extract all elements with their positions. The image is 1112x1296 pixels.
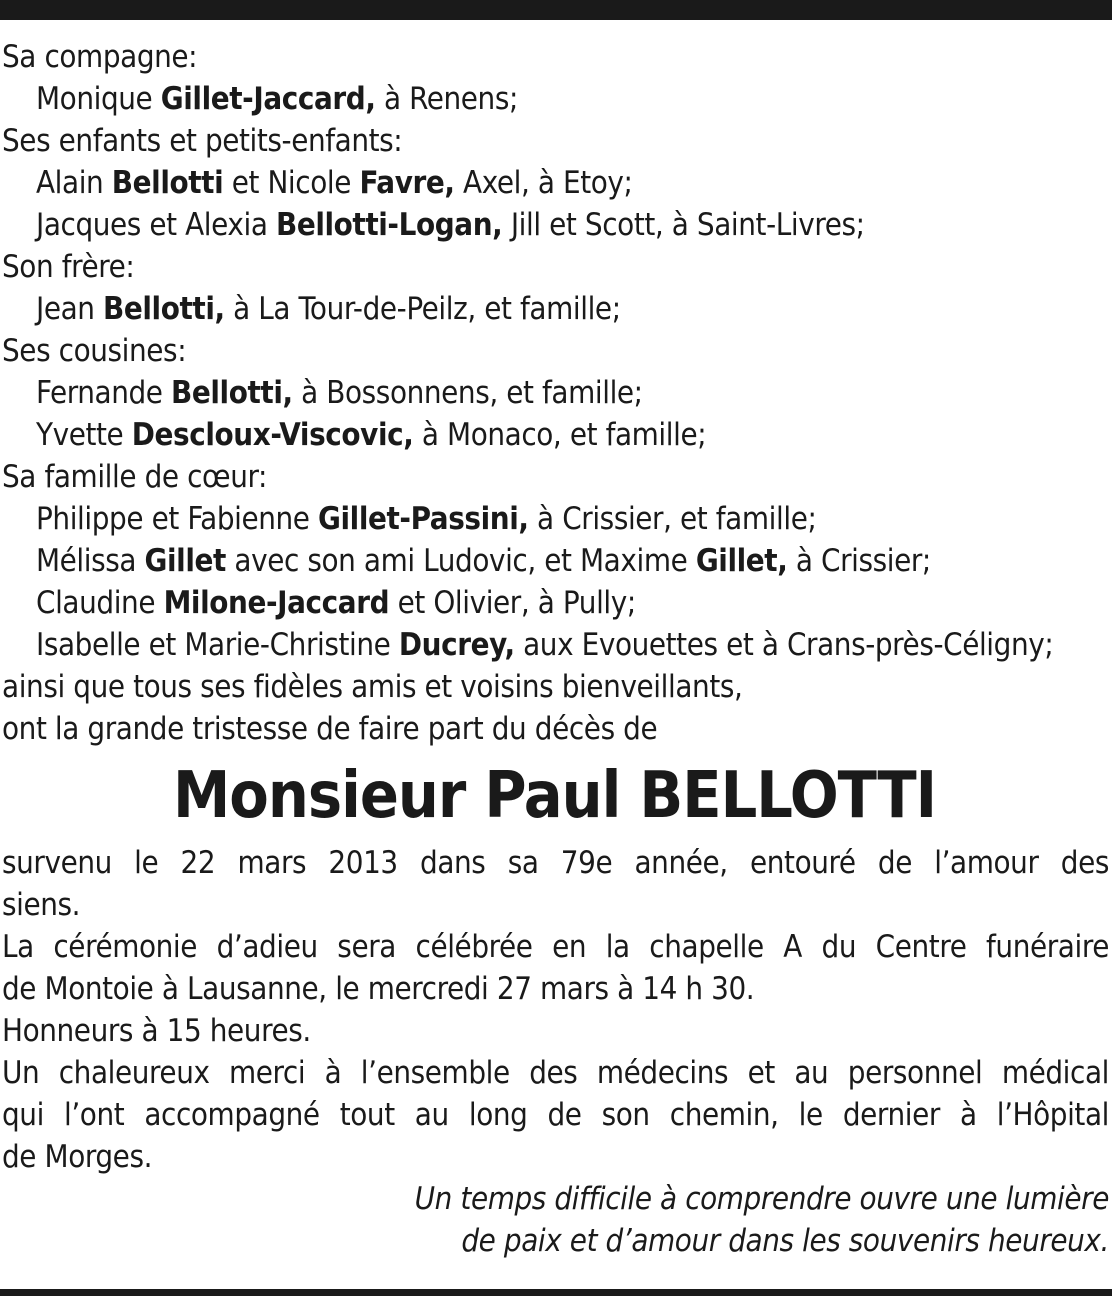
text-segment: avec son ami Ludovic, et Maxime (225, 543, 696, 579)
body-line: La cérémonie d’adieu sera célébrée en la chapelle A du Centre funéraire (2, 929, 1109, 965)
family-group-heading (2, 666, 1109, 708)
obituary-notice (2, 36, 1109, 1262)
text-segment: Axel, à Etoy; (454, 165, 633, 201)
family-member-line (2, 624, 1109, 666)
body-line: de Morges. (2, 1139, 153, 1175)
text-segment: et Nicole (223, 165, 360, 201)
text-segment: Sa famille de cœur: (2, 459, 267, 495)
text-segment: aux Evouettes et à Crans-près-Céligny; (514, 627, 1054, 663)
family-member-line (2, 582, 1109, 624)
bottom-rule (0, 1289, 1112, 1296)
surname: Gillet, (695, 543, 788, 579)
text-segment: Ses cousines: (2, 333, 187, 369)
family-member-line (2, 372, 1109, 414)
text-segment: à Monaco, et famille; (413, 417, 707, 453)
body-line: de Montoie à Lausanne, le mercredi 27 mars à 14 h 30. (2, 971, 755, 1007)
family-member-line (2, 540, 1109, 582)
text-segment: ont la grande tristesse de faire part du décès de (2, 711, 658, 747)
text-segment: Yvette (36, 417, 132, 453)
quote-line: de paix et d’amour dans les souvenirs heureux. (461, 1223, 1109, 1259)
text-segment: et Olivier, à Pully; (389, 585, 636, 621)
notice-body (2, 842, 1109, 1178)
surname: Bellotti (111, 165, 224, 201)
surname: Gillet-Passini, (318, 501, 529, 537)
text-segment: Isabelle et Marie-Christine (36, 627, 399, 663)
body-line: qui l’ont accompagné tout au long de son chemin, le dernier à l’Hôpital (2, 1097, 1109, 1133)
text-segment: à Crissier, et famille; (528, 501, 817, 537)
quote-line: Un temps difficile à comprendre ouvre une lumière (414, 1181, 1109, 1217)
text-segment: Son frère: (2, 249, 135, 285)
surname: Bellotti-Logan, (275, 207, 503, 243)
family-member-line (2, 414, 1109, 456)
body-line: Honneurs à 15 heures. (2, 1013, 311, 1049)
text-segment: Claudine (36, 585, 164, 621)
text-segment: Philippe et Fabienne (36, 501, 319, 537)
text-segment: à Renens; (375, 81, 518, 117)
family-member-line (2, 78, 1109, 120)
surname: Favre, (359, 165, 455, 201)
family-group-heading (2, 708, 1109, 750)
text-segment: Fernande (36, 375, 172, 411)
text-segment: Sa compagne: (2, 39, 198, 75)
surname: Bellotti, (171, 375, 293, 411)
family-group-heading (2, 246, 1109, 288)
text-segment: Alain (36, 165, 112, 201)
text-segment: ainsi que tous ses fidèles amis et voisins bienveillants, (2, 669, 743, 705)
top-rule (0, 0, 1112, 20)
surname: Ducrey, (398, 627, 515, 663)
text-segment: à Bossonnens, et famille; (292, 375, 643, 411)
text-segment: Jill et Scott, à Saint-Livres; (502, 207, 865, 243)
body-line: siens. (2, 887, 81, 923)
family-member-line (2, 204, 1109, 246)
surname: Bellotti, (103, 291, 225, 327)
surname: Gillet-Jaccard, (160, 81, 376, 117)
family-group-heading (2, 456, 1109, 498)
body-line: Un chaleureux merci à l’ensemble des médecins et au personnel médical (2, 1055, 1109, 1091)
text-segment: Mélissa (36, 543, 145, 579)
body-line: survenu le 22 mars 2013 dans sa 79e année, entouré de l’amour des (2, 845, 1109, 881)
family-list (2, 36, 1109, 750)
family-member-line (2, 162, 1109, 204)
text-segment: Ses enfants et petits-enfants: (2, 123, 403, 159)
family-member-line (2, 288, 1109, 330)
text-segment: à La Tour-de-Peilz, et famille; (224, 291, 621, 327)
text-segment: à Crissier; (787, 543, 931, 579)
text-segment: Monique (36, 81, 161, 117)
surname: Gillet (144, 543, 226, 579)
text-segment: Jacques et Alexia (36, 207, 276, 243)
text-segment: Jean (36, 291, 104, 327)
family-member-line (2, 498, 1109, 540)
family-group-heading (2, 330, 1109, 372)
surname: Milone-Jaccard (163, 585, 390, 621)
family-group-heading (2, 120, 1109, 162)
deceased-name: Monsieur Paul BELLOTTI (172, 759, 937, 833)
family-group-heading (2, 36, 1109, 78)
surname: Descloux-Viscovic, (131, 417, 414, 453)
closing-quote (2, 1178, 1109, 1262)
